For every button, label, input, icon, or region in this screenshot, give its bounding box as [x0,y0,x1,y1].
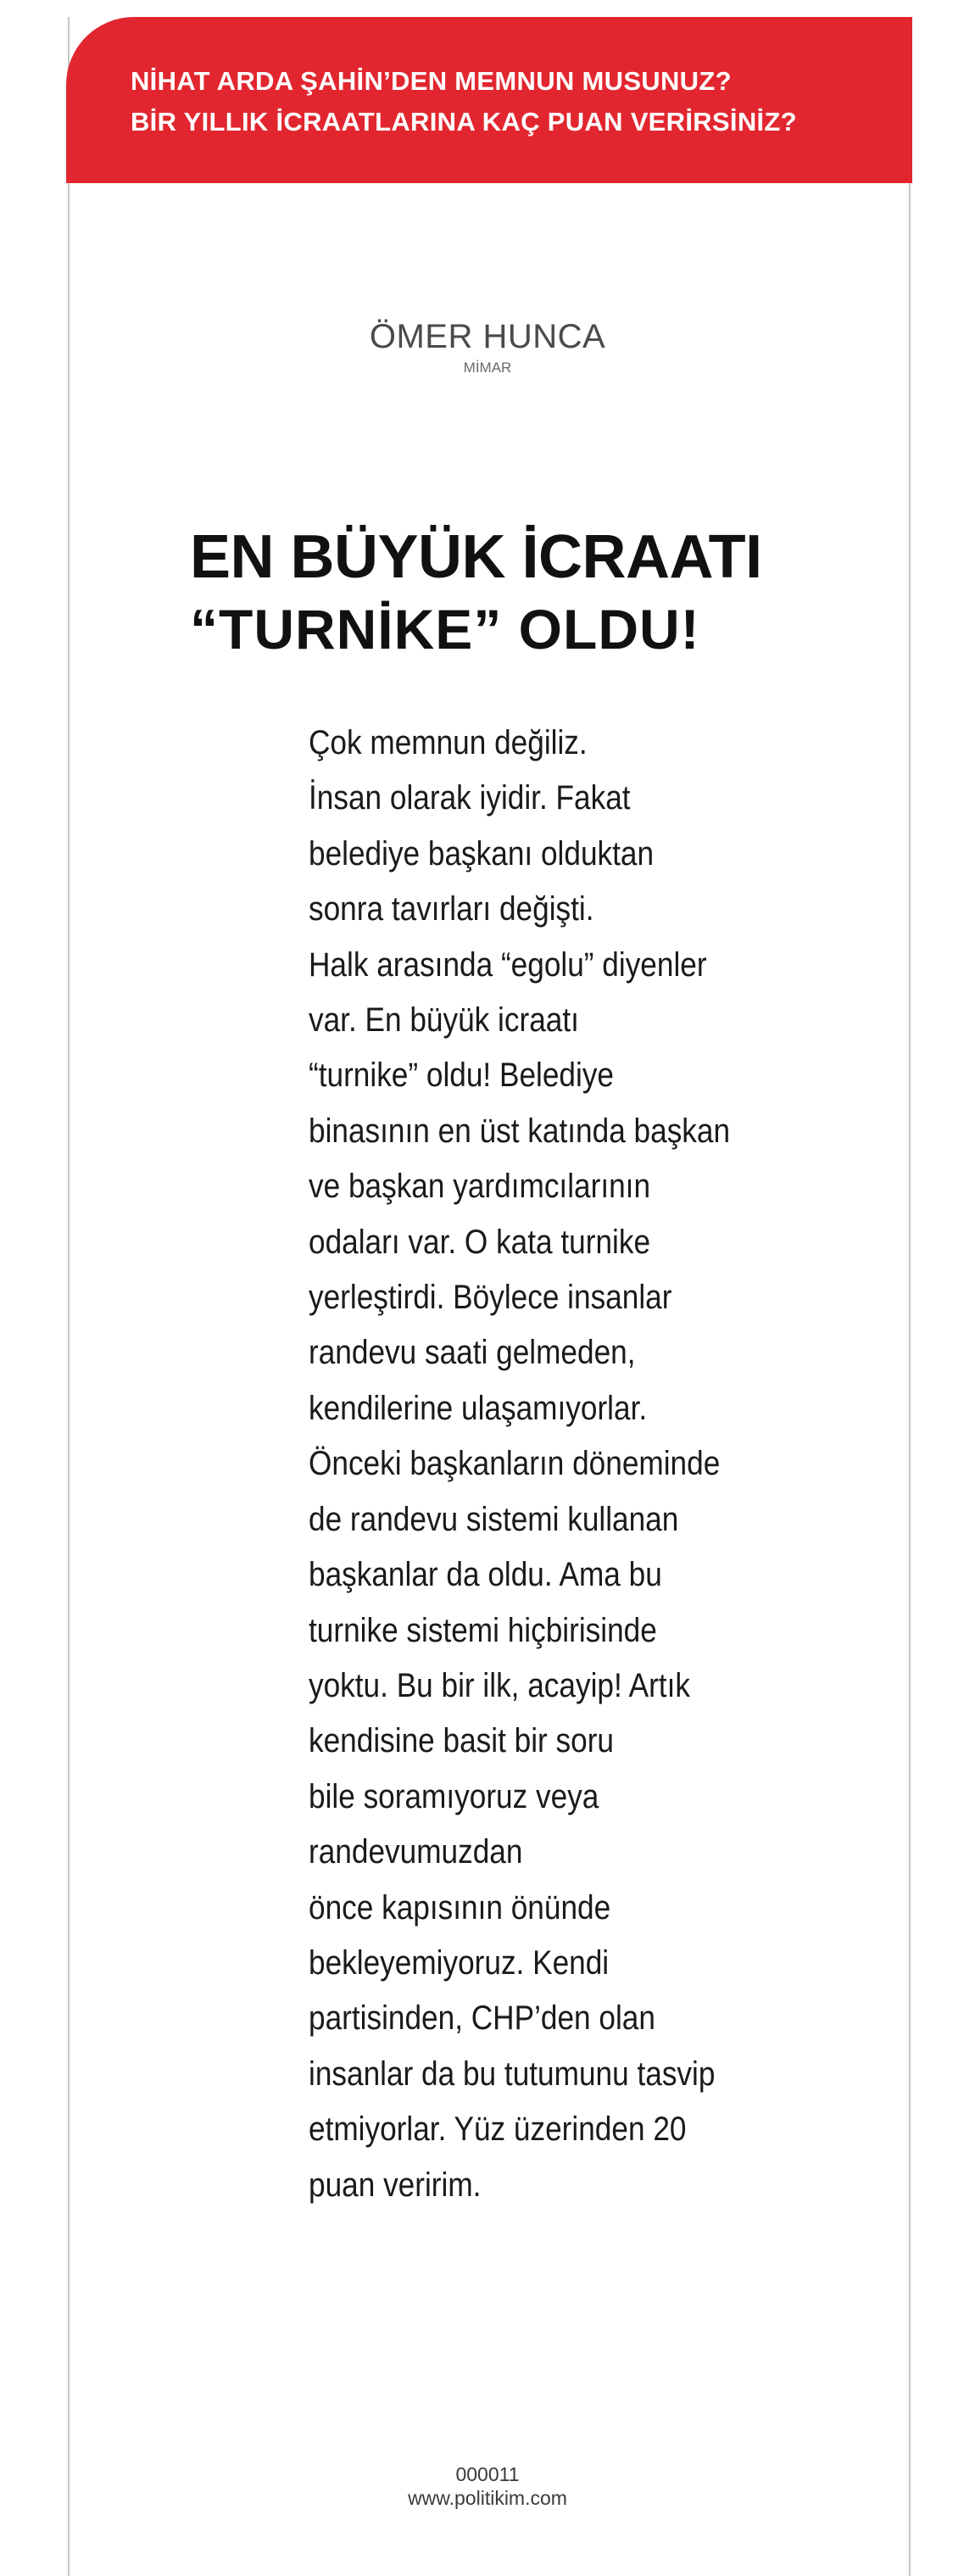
body-text-line: partisinden, CHP’den olan [309,1999,655,2038]
body-text-line: İnsan olarak iyidir. Fakat [309,779,631,817]
body-text-line: “turnike” oldu! Belediye [309,1057,615,1095]
body-text-line: turnike sistemi hiçbirisinde [309,1611,657,1649]
body-text-line: sonra tavırları değişti. [309,890,594,928]
body-text-line: yerleştirdi. Böylece insanlar [309,1279,672,1317]
article-body [309,716,834,2213]
body-text-line: belediye başkanı olduktan [309,834,655,873]
body-text-line: kendilerine ulaşamıyorlar. [309,1389,648,1427]
headline [190,519,885,663]
body-text-line: etmiyorlar. Yüz üzerinden 20 [309,2110,687,2149]
body-text-line: insanlar da bu tutumunu tasvip [309,2055,716,2093]
question-banner [66,17,912,183]
body-text-line: Çok memnun değiliz. [309,724,588,761]
page-code: 000011 [455,2463,520,2485]
body-text-line: yoktu. Bu bir ilk, acayip! Artık [309,1666,690,1704]
footer [0,2462,975,2510]
body-text-line: bekleyemiyoruz. Kendi [309,1943,610,1982]
body-text-line: randevumuzdan [309,1833,523,1871]
banner-question-line-2: BİR YILLIK İCRAATLARINA KAÇ PUAN VERİRSİNİZ? [131,107,797,137]
body-text-line: Önceki başkanların döneminde [309,1445,721,1483]
body-text-line: ve başkan yardımcılarının [309,1168,651,1206]
body-text-line: binasının en üst katında başkan [309,1112,731,1150]
body-text-line: de randevu sistemi kullanan [309,1500,679,1538]
body-text-line: başkanlar da oldu. Ama bu [309,1556,662,1594]
author-block [0,315,975,376]
body-text-line: kendisine basit bir soru [309,1722,615,1760]
body-text-line: var. En büyük icraatı [309,1001,579,1040]
body-text-line: bile soramıyoruz veya [309,1777,599,1815]
headline-line-1: EN BÜYÜK İCRAATI [190,523,762,591]
headline-line-2: “TURNİKE” OLDU! [190,598,700,661]
body-text-line: odaları var. O kata turnike [309,1223,651,1261]
body-text-line: randevu saati gelmeden, [309,1334,636,1372]
body-text-line: puan veririm. [309,2166,482,2204]
body-text-line: Halk arasında “egolu” diyenler [309,945,707,984]
body-text-line: önce kapısının önünde [309,1888,611,1926]
banner-question-line-1: NİHAT ARDA ŞAHİN’DEN MEMNUN MUSUNUZ? [131,66,732,96]
website-link[interactable]: www.politikim.com [408,2487,567,2509]
author-title: MİMAR [463,360,512,376]
author-name: ÖMER HUNCA [369,318,606,355]
